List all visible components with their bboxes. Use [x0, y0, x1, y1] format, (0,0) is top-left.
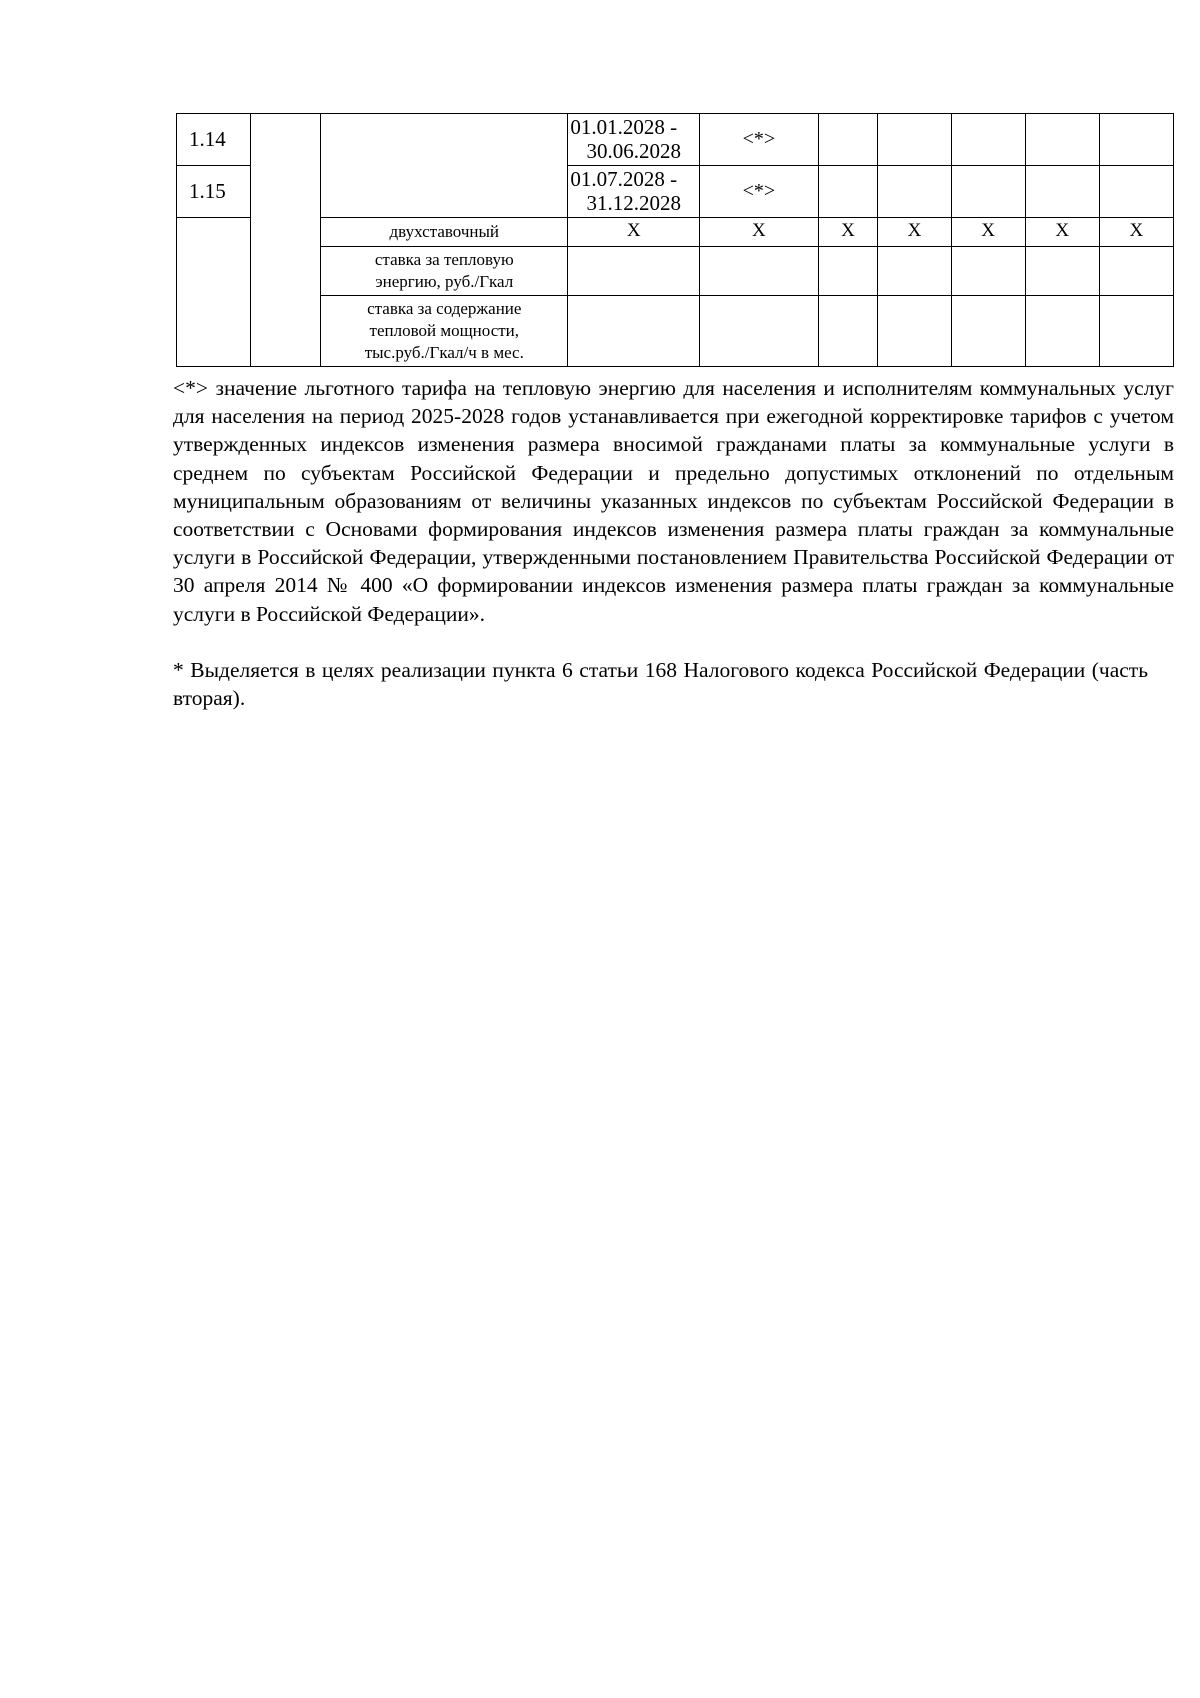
period-start: 01.01.2028 -	[570, 115, 678, 140]
label-line: тыс.руб./Гкал/ч в мес.	[364, 343, 524, 363]
notes-section	[173, 374, 1174, 712]
table-row	[177, 218, 1174, 247]
empty-cell	[568, 296, 700, 367]
period-end: 30.06.2028	[586, 138, 682, 163]
empty-cell	[1099, 296, 1173, 367]
period-cell	[568, 114, 700, 166]
empty-cell	[878, 296, 951, 367]
row-number: 1.15	[177, 166, 251, 218]
two-part-tariff-label: двухставочный	[321, 218, 568, 247]
x-mark: X	[568, 218, 700, 247]
x-mark: X	[1025, 218, 1099, 247]
empty-cell	[1025, 166, 1099, 218]
empty-cell	[1099, 166, 1173, 218]
tariff-table	[176, 113, 1174, 367]
empty-cell	[321, 114, 568, 218]
table-row	[177, 114, 1174, 166]
empty-cell	[818, 166, 878, 218]
period-start: 01.07.2028 -	[570, 167, 678, 192]
empty-cell	[951, 114, 1025, 166]
label-line: тепловой мощности,	[369, 320, 520, 340]
empty-cell	[951, 166, 1025, 218]
period-cell	[568, 166, 700, 218]
empty-cell	[1025, 247, 1099, 296]
empty-cell	[1099, 114, 1173, 166]
x-mark: X	[878, 218, 951, 247]
empty-cell	[1025, 296, 1099, 367]
label-line: ставка за тепловую	[374, 249, 514, 269]
tariff-value: <*>	[700, 166, 818, 218]
empty-cell	[951, 247, 1025, 296]
star-note-paragraph: <*> значение льготного тарифа на тепловую энергию для населения и исполнителям коммунальных услуг для населения на период 2025-2028 годов устанавливается при ежегодной корректировке тарифов с учетом утвержденных индексов изменения размера вносимой гражданами платы за коммунальные услуги в среднем по субъектам Российской Федерации и предельно допустимых отклонений по отдельным муниципальным образованиям от величины указанных индексов по субъектам Российской Федерации в соответствии с Основами формирования индексов изменения размера платы граждан за коммунальные услуги в Российской Федерации, утвержденными постановлением Правительства Российской Федерации от 30 апреля 2014 № 400 «О формировании индексов изменения размера платы граждан за коммунальные услуги в Российской Федерации».	[173, 376, 1174, 626]
empty-cell	[177, 218, 251, 367]
empty-cell	[951, 296, 1025, 367]
empty-cell	[568, 247, 700, 296]
x-mark: X	[951, 218, 1025, 247]
empty-cell	[878, 247, 951, 296]
footnote-paragraph: * Выделяется в целях реализации пункта 6 статьи 168 Налогового кодекса Российской Федерации (часть вторая).	[173, 657, 1148, 711]
label-line: ставка за содержание	[367, 298, 522, 318]
empty-cell	[818, 296, 878, 367]
x-mark: X	[700, 218, 818, 247]
empty-cell	[818, 114, 878, 166]
heat-energy-rate-label	[321, 247, 568, 296]
tariff-value: <*>	[700, 114, 818, 166]
empty-cell	[818, 247, 878, 296]
empty-cell	[1099, 247, 1173, 296]
x-mark: X	[1099, 218, 1173, 247]
table-row	[177, 247, 1174, 296]
row-number: 1.14	[177, 114, 251, 166]
empty-cell	[878, 114, 951, 166]
capacity-rate-label	[321, 296, 568, 367]
x-mark: X	[818, 218, 878, 247]
empty-cell	[878, 166, 951, 218]
empty-cell	[700, 247, 818, 296]
period-end: 31.12.2028	[586, 190, 682, 215]
empty-cell	[251, 114, 321, 367]
empty-cell	[700, 296, 818, 367]
empty-cell	[1025, 114, 1099, 166]
label-line: энергию, руб./Гкал	[375, 272, 514, 291]
table-row	[177, 296, 1174, 367]
